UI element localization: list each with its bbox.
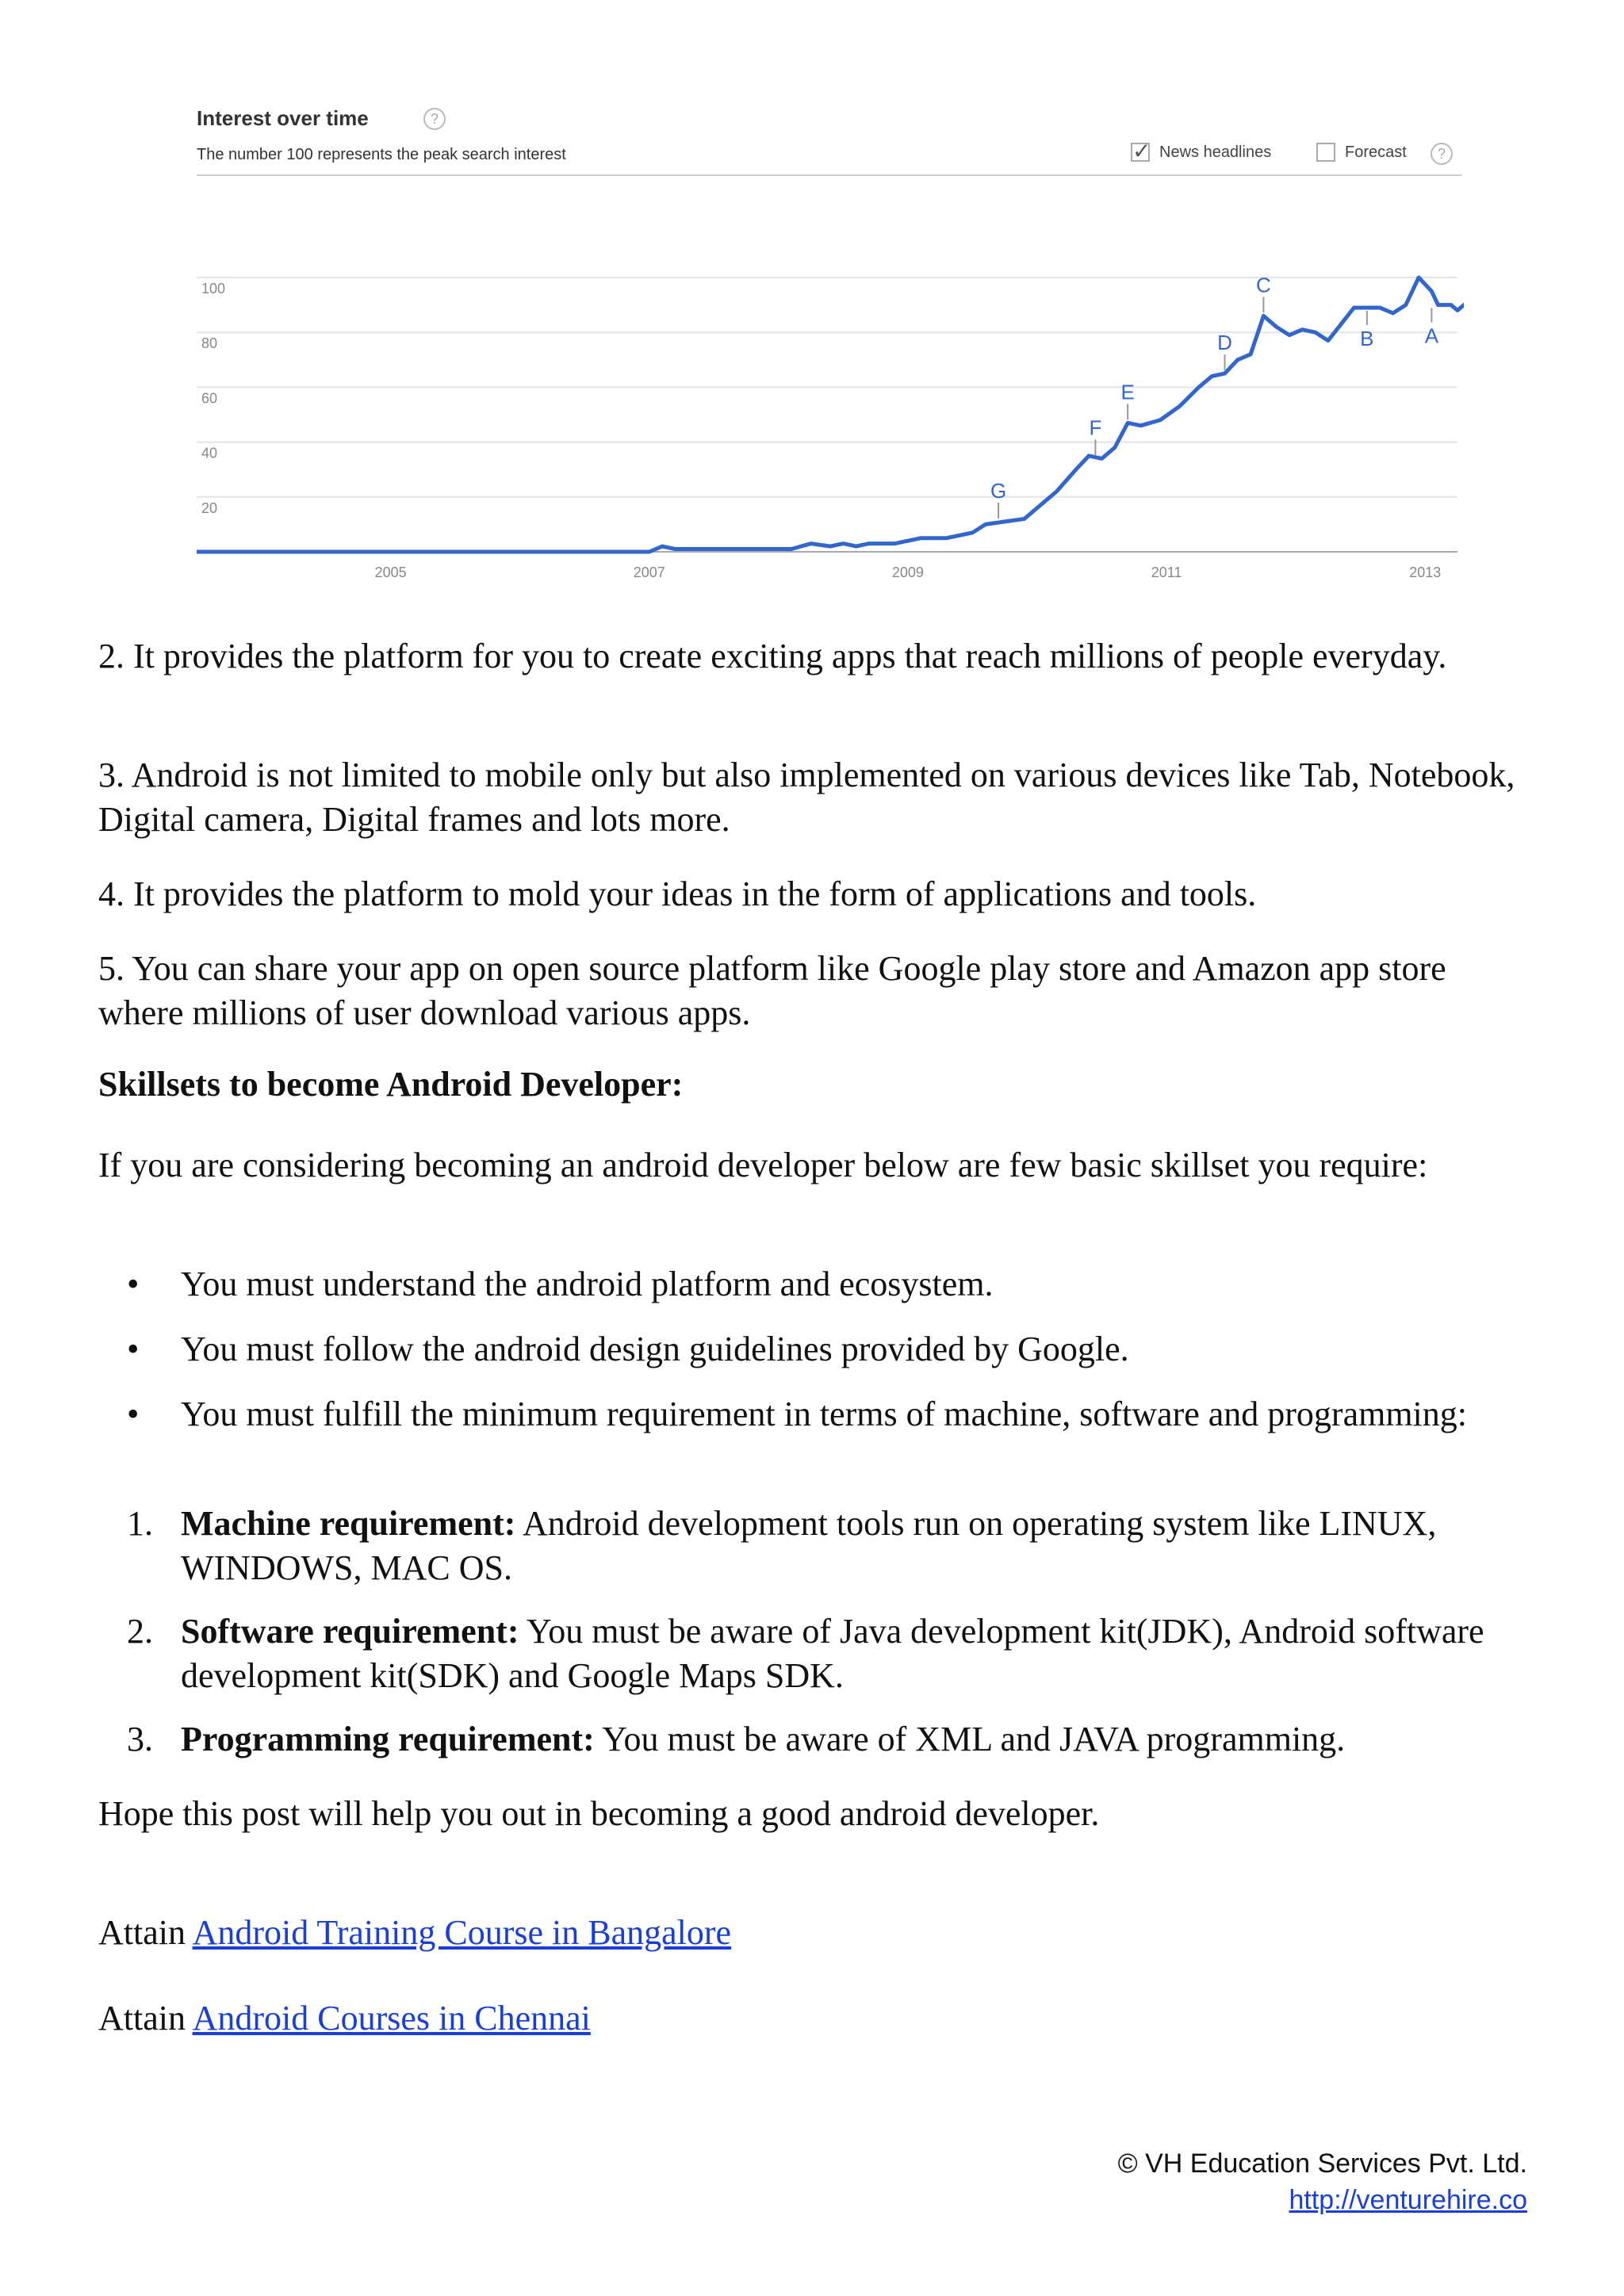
annotation-label: A [1424,323,1439,348]
annotation-label: D [1217,331,1232,355]
help-icon[interactable]: ? [423,108,446,130]
chart-title: Interest over time [197,106,369,130]
attain-line-1 [98,1911,1534,1955]
y-tick-label: 20 [201,499,218,516]
section-heading: Skillsets to become Android Developer: [98,1065,684,1104]
paragraph-2: 2. It provides the platform for you to create exciting apps that reach millions of people everyday. [98,637,1447,675]
attain-prefix: Attain [98,1999,193,2038]
requirement-item [181,1717,1545,1762]
x-tick-label: 2005 [374,564,407,580]
requirement-label: Programming requirement: [181,1720,595,1758]
bullet-item: You must follow the android design guidelines provided by Google. [181,1330,1129,1368]
bullet-item: You must fulfill the minimum requirement in terms of machine, software and programming: [181,1395,1468,1433]
forecast-label: Forecast [1345,143,1407,161]
requirement-number: 2. [127,1612,153,1651]
venturehire-link[interactable]: http://venturehire.co [1289,2185,1527,2215]
intro-paragraph: If you are considering becoming an android developer below are few basic skillset you require: [98,1146,1428,1184]
requirement-label: Machine requirement: [181,1504,516,1543]
bullet-marker: • [127,1265,140,1303]
annotation-label: G [990,478,1007,503]
x-tick-label: 2011 [1151,564,1182,580]
forecast-help-icon[interactable]: ? [1431,143,1453,165]
paragraph-5: 5. You can share your app on open source platform like Google play store and Amazon app store where millions of user download various apps. [98,949,1446,1032]
android-courses-chennai-link[interactable]: Android Courses in Chennai [192,1999,591,2038]
annotation-label: C [1255,273,1271,297]
closing-paragraph: Hope this post will help you out in becoming a good android developer. [98,1794,1100,1833]
chart-subtitle: The number 100 represents the peak search interest [197,146,566,163]
requirement-text: You must be aware of Java development kit(JDK), Android software development kit(SDK) and Google Maps SDK. [181,1612,1484,1695]
annotation-label: E [1120,380,1135,404]
requirement-label: Software requirement: [181,1612,519,1651]
y-tick-label: 80 [201,335,218,352]
x-tick-label: 2007 [633,564,665,580]
attain-prefix: Attain [98,1913,193,1952]
y-tick-label: 60 [201,390,218,407]
annotation-label: B [1360,327,1374,351]
footer-copyright: © VH Education Services Pvt. Ltd. [1117,2149,1527,2179]
trend-plot [195,97,1464,604]
bullet-marker: • [127,1395,140,1433]
x-tick-label: 2013 [1409,564,1442,580]
bullet-marker: • [127,1330,140,1368]
news-headlines-label: News headlines [1159,143,1272,161]
y-tick-label: 100 [201,281,226,297]
requirement-text: Android development tools run on operating system like LINUX, WINDOWS, MAC OS. [181,1504,1437,1587]
footer-url-line [1289,2182,1527,2218]
bullet-item: You must understand the android platform and ecosystem. [181,1265,994,1303]
series-line [197,277,1464,552]
annotation-label: F [1089,415,1102,440]
android-training-bangalore-link[interactable]: Android Training Course in Bangalore [192,1913,732,1952]
requirement-text: You must be aware of XML and JAVA programming. [594,1720,1346,1758]
requirement-item [181,1502,1545,1590]
x-tick-label: 2009 [891,564,924,580]
requirement-item [181,1609,1545,1698]
paragraph-4: 4. It provides the platform to mold your ideas in the form of applications and tools. [98,874,1257,913]
requirement-number: 1. [127,1504,153,1543]
requirement-number: 3. [127,1720,153,1758]
y-tick-label: 40 [201,445,218,461]
paragraph-3: 3. Android is not limited to mobile only but also implemented on various devices like Tab, Notebook, Digital camera, Digital frames and lots more. [98,756,1515,839]
attain-line-2 [98,1996,1534,2041]
interest-over-time-chart [195,97,1464,604]
